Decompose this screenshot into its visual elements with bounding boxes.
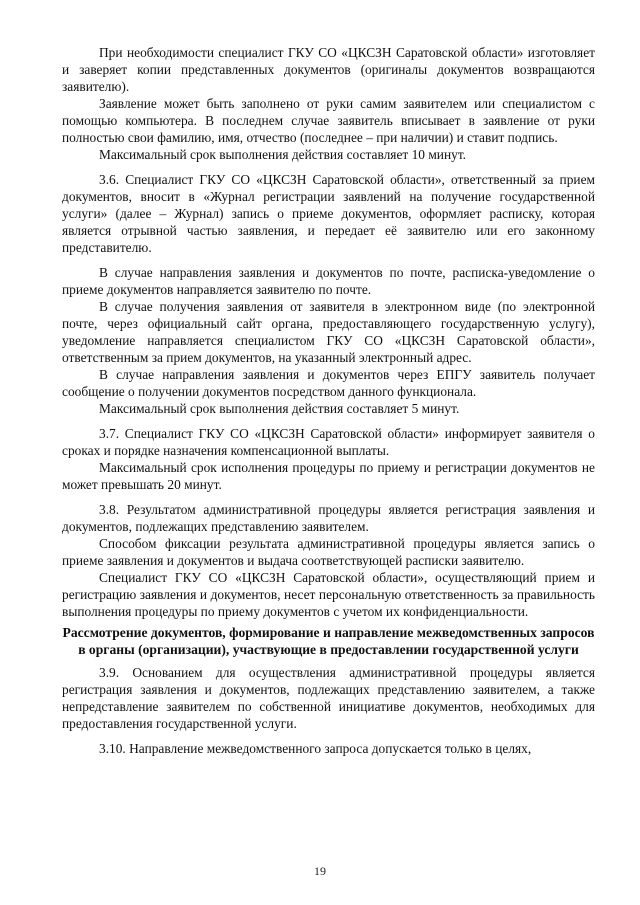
paragraph: В случае направления заявления и документов по почте, расписка-уведомление о приеме документов направляется заявителю по почте. — [62, 265, 595, 297]
paragraph: Максимальный срок выполнения действия составляет 5 минут. — [99, 401, 460, 416]
paragraph: Максимальный срок исполнения процедуры по приему и регистрации документов не может превышать 20 минут. — [62, 460, 595, 492]
paragraph-3-8: 3.8. Результатом административной процедуры является регистрация заявления и документов, подлежащих представлению заявителем. — [62, 502, 595, 534]
paragraph: Способом фиксации результата административной процедуры является запись о приеме заявления и документов и выдача соответствующей расписки заявителю. — [62, 536, 595, 568]
paragraph: Максимальный срок выполнения действия составляет 10 минут. — [99, 147, 467, 162]
paragraph: В случае направления заявления и документов через ЕПГУ заявитель получает сообщение о получении документов посредством данного функционала. — [62, 367, 595, 399]
paragraph-3-7: 3.7. Специалист ГКУ СО «ЦКСЗН Саратовской области» информирует заявителя о сроках и порядке назначения компенсационной выплаты. — [62, 426, 595, 458]
paragraph: Заявление может быть заполнено от руки самим заявителем или специалистом с помощью компьютера. В последнем случае заявитель вписывает в заявление от руки полностью свои фамилию, имя, отчество (последнее – при наличии) и ставит подпись. — [62, 96, 595, 145]
paragraph-3-6: 3.6. Специалист ГКУ СО «ЦКСЗН Саратовской области», ответственный за прием документов, вносит в «Журнал регистрации заявлений на получение государственной услуги» (далее – Журнал) запись о приеме документов, оформляет расписку, которая является отрывной частью заявления, и передает её заявителю или его законному представителю. — [62, 172, 595, 255]
page-number: 19 — [314, 864, 326, 878]
paragraph-3-9: 3.9. Основанием для осуществления административной процедуры является регистрация заявления и документов, подлежащих представлению заявителем, а также непредставление заявителем по собственной инициативе документов, необходимых для предоставления государственной услуги. — [62, 665, 595, 731]
paragraph: В случае получения заявления от заявителя в электронном виде (по электронной почте, через официальный сайт органа, предоставляющего государственную услугу), уведомление направляется специалистом ГКУ СО «ЦКСЗН Саратовской области», ответственным за прием документов, на указанный электронный адрес. — [62, 299, 595, 365]
paragraph: При необходимости специалист ГКУ СО «ЦКСЗН Саратовской области» изготовляет и заверяет копии представленных документов (оригиналы документов возвращаются заявителю). — [62, 45, 595, 94]
paragraph-3-10: 3.10. Направление межведомственного запроса допускается только в целях, — [99, 741, 532, 756]
section-heading: Рассмотрение документов, формирование и направление межведомственных запросов в органы (организации), участвующие в предоставлении государственной услуги — [62, 625, 595, 657]
document-body — [62, 44, 595, 757]
paragraph: Специалист ГКУ СО «ЦКСЗН Саратовской области», осуществляющий прием и регистрацию заявления и документов, несет персональную ответственность за правильность выполнения процедуры по приему документов с учетом их конфиденциальности. — [62, 570, 595, 619]
